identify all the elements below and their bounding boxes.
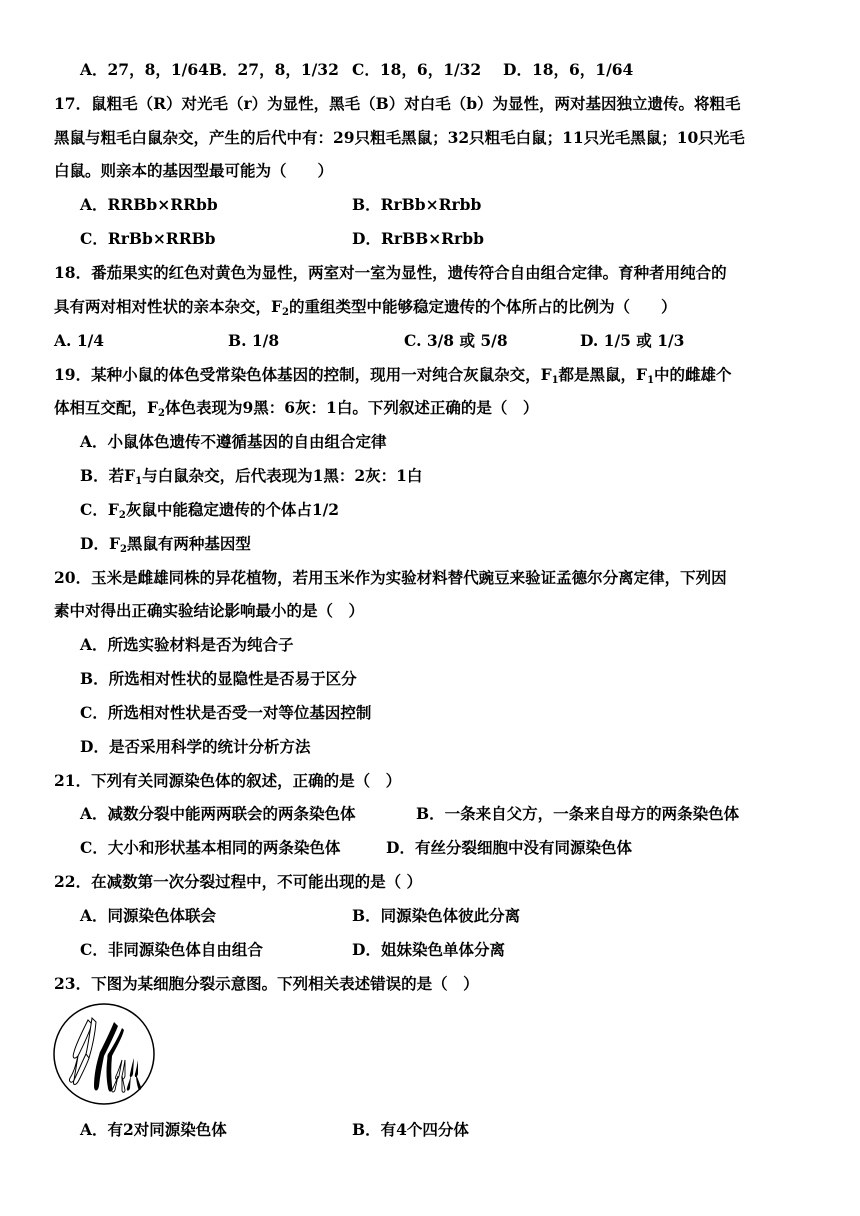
q17-stem-line2: 黑鼠与粗毛白鼠杂交，产生的后代中有：29只粗毛黑鼠；32只粗毛白鼠；11只光毛黑鼠；10只光毛 — [54, 128, 745, 147]
q17-option-b: B．RrBb×Rrbb — [352, 195, 482, 214]
q20-stem-line2: 素中对得出正确实验结论影响最小的是（ ） — [54, 601, 365, 620]
q19-option-a: A．小鼠体色遗传不遵循基因的自由组合定律 — [80, 432, 387, 451]
q23-stem: 23．下图为某细胞分裂示意图。下列相关表述错误的是（ ） — [54, 974, 479, 993]
q16-option-a-b: A．27，8，1/64B．27，8，1/32 — [80, 60, 339, 79]
q22-option-d: D．姐妹染色单体分离 — [352, 940, 505, 959]
q23-option-b: B．有4个四分体 — [352, 1120, 469, 1139]
cell-figure — [52, 1002, 156, 1106]
q21-stem: 21．下列有关同源染色体的叙述，正确的是（ ） — [54, 771, 402, 790]
q20-option-d: D．是否采用科学的统计分析方法 — [80, 737, 311, 756]
q16-option-d: D．18，6，1/64 — [503, 60, 634, 79]
q22-option-c: C．非同源染色体自由组合 — [80, 940, 263, 959]
q18-stem-line1: 18．番茄果实的红色对黄色为显性，两室对一室为显性，遗传符合自由组合定律。育种者用纯合的 — [54, 263, 727, 282]
q17-option-a: A．RRBb×RRbb — [80, 195, 218, 214]
q19-option-d: D．$F_2$黑鼠有两种基因型 — [80, 534, 251, 555]
q20-option-a: A．所选实验材料是否为纯合子 — [80, 635, 294, 654]
q17-stem-line1: 17．鼠粗毛（R）对光毛（r）为显性，黑毛（B）对白毛（b）为显性，两对基因独立遗传。将粗毛 — [54, 94, 741, 113]
q20-stem-line1: 20．玉米是雌雄同株的异花植物，若用玉米作为实验材料替代豌豆来验证孟德尔分离定律，下列因 — [54, 568, 727, 587]
q21-option-c: C．大小和形状基本相同的两条染色体 — [80, 838, 341, 857]
q19-option-c: C．$F_2$灰鼠中能稳定遗传的个体占1/2 — [80, 500, 340, 521]
q17-option-d: D．RrBB×Rrbb — [352, 229, 484, 248]
q18-option-d: D. 1/5 或 1/3 — [580, 331, 685, 350]
q16-option-c: C．18，6，1/32 — [352, 60, 482, 79]
q19-stem-line2: 体相互交配，$F_2$体色表现为9黑：6灰：1白。下列叙述正确的是（ ） — [54, 398, 539, 419]
q18-option-c: C. 3/8 或 5/8 — [404, 331, 508, 350]
q18-option-b: B. 1/8 — [228, 331, 280, 350]
q21-option-a: A．减数分裂中能两两联会的两条染色体 — [80, 804, 356, 823]
q19-option-b: B．若$F_1$与白鼠杂交，后代表现为1黑：2灰：1白 — [80, 466, 423, 487]
q21-option-d: D．有丝分裂细胞中没有同源染色体 — [386, 838, 632, 857]
q22-stem: 22．在减数第一次分裂过程中，不可能出现的是（ ） — [54, 872, 422, 891]
q20-option-c: C．所选相对性状是否受一对等位基因控制 — [80, 703, 372, 722]
q23-option-a: A．有2对同源染色体 — [80, 1120, 227, 1139]
q18-stem-line2: 具有两对相对性状的亲本杂交，$F_2$的重组类型中能够稳定遗传的个体所占的比例为（ ） — [54, 297, 677, 318]
q22-option-a: A．同源染色体联会 — [80, 906, 217, 925]
q20-option-b: B．所选相对性状的显隐性是否易于区分 — [80, 669, 357, 688]
q17-option-c: C．RrBb×RRBb — [80, 229, 216, 248]
q17-stem-line3: 白鼠。则亲本的基因型最可能为（ ） — [54, 161, 334, 180]
q18-option-a: A. 1/4 — [54, 331, 105, 350]
q21-option-b: B．一条来自父方，一条来自母方的两条染色体 — [416, 804, 740, 823]
q22-option-b: B．同源染色体彼此分离 — [352, 906, 521, 925]
q19-stem-line1: 19．某种小鼠的体色受常染色体基因的控制，现用一对纯合灰鼠杂交，$F_1$都是黑鼠，$F_1$中的雌雄个 — [54, 365, 732, 386]
cell-division-diagram — [52, 1002, 156, 1106]
